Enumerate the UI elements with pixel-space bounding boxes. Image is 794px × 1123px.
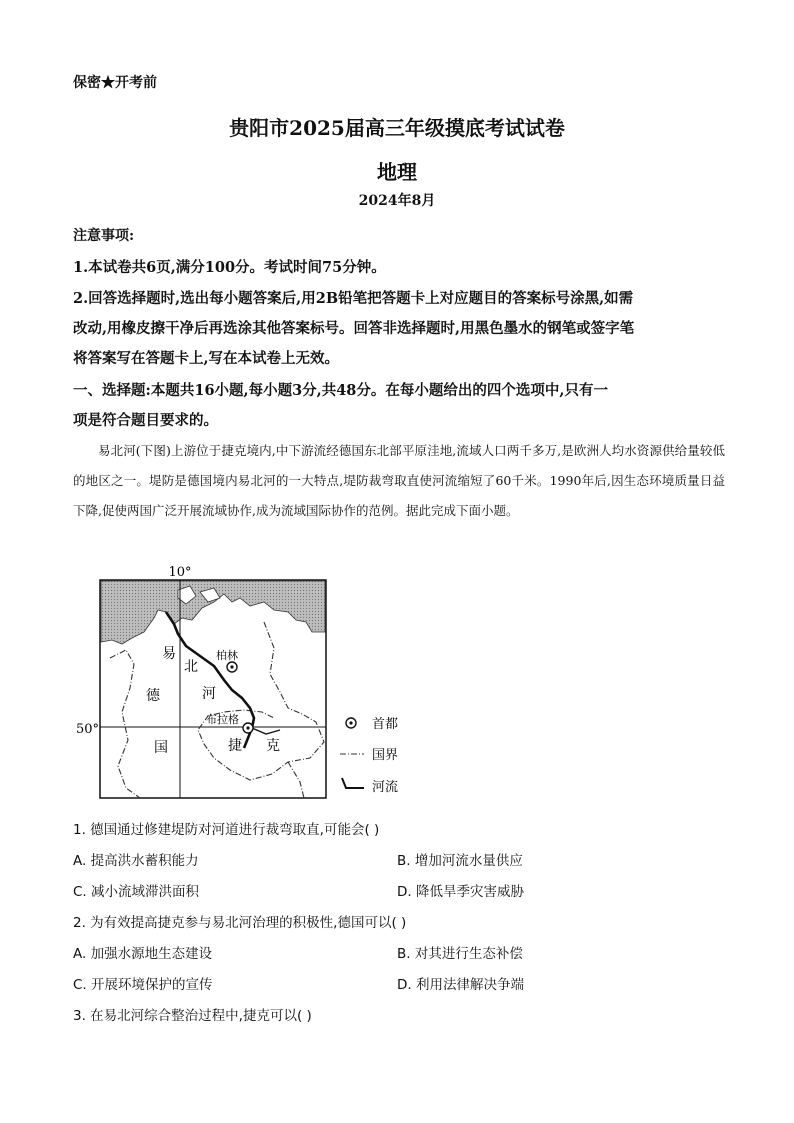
- question-2-stem: 2. 为有效提高捷克参与易北河治理的积极性,德国可以( ): [73, 915, 407, 931]
- reading-passage: 易北河(下图)上游位于捷克境内,中下游流经德国东北部平原洼地,流域人口两千多万,是欧洲人均水资源供给量较低的地区之一。堤防是德国境内易北河的一大特点,堤防裁弯取直使河流缩短了60千米。1990年后,因生态环境质量日益下降,促使两国广泛开展流域协作,成为流域国际协作的范例。据此完成下面小题。: [73, 443, 725, 518]
- label-yi: 易: [162, 646, 176, 662]
- question-2-option-b: B. 对其进行生态补偿: [397, 946, 523, 962]
- exam-title: 贵阳市2025届高三年级摸底考试试卷: [229, 116, 565, 140]
- question-2-option-c: C. 开展环境保护的宣传: [73, 977, 213, 993]
- notice-item-2-line-2: 改动,用橡皮擦干净后再选涂其他答案标号。回答非选择题时,用黑色墨水的钢笔或签字笔: [73, 320, 635, 337]
- capital-dot: [246, 726, 249, 729]
- confidential-note: 保密★开考前: [73, 75, 157, 91]
- label-de: 德: [146, 688, 160, 704]
- question-3-stem: 3. 在易北河综合整治过程中,捷克可以( ): [73, 1008, 312, 1024]
- label-jie: 捷: [228, 738, 242, 754]
- label-prague: 布拉格: [206, 713, 239, 726]
- question-1-stem: 1. 德国通过修建堤防对河道进行裁弯取直,可能会( ): [73, 822, 380, 838]
- section-heading-line-1: 一、选择题:本题共16小题,每小题3分,共48分。在每小题给出的四个选项中,只有一: [73, 382, 608, 399]
- question-1-option-c: C. 减小流域滞洪面积: [73, 884, 200, 900]
- notice-item-2-line-1: 2.回答选择题时,选出每小题答案后,用2B铅笔把答题卡上对应题目的答案标号涂黑,如需: [73, 290, 634, 307]
- map-svg: [74, 562, 434, 802]
- legend-capital-dot: [349, 721, 352, 724]
- question-2-option-d: D. 利用法律解决争端: [397, 977, 524, 993]
- notice-heading: 注意事项:: [73, 228, 135, 244]
- notice-item-1: 1.本试卷共6页,满分100分。考试时间75分钟。: [73, 259, 386, 276]
- longitude-label: 10°: [168, 565, 192, 580]
- latitude-label: 50°: [76, 722, 100, 737]
- question-1-option-b: B. 增加河流水量供应: [397, 853, 523, 869]
- label-guo: 国: [154, 740, 168, 756]
- capital-dot: [230, 665, 233, 668]
- elbe-river-map: [74, 562, 434, 802]
- question-1-option-a: A. 提高洪水蓄积能力: [73, 853, 199, 869]
- legend-river-label: 河流: [372, 780, 399, 795]
- label-bei: 北: [184, 659, 198, 675]
- label-berlin: 柏林: [216, 649, 238, 662]
- legend-river-icon: [342, 778, 364, 788]
- legend-border-label: 国界: [372, 748, 399, 763]
- notice-item-2-line-3: 将答案写在答题卡上,写在本试卷上无效。: [73, 350, 340, 367]
- exam-date: 2024年8月: [358, 193, 436, 209]
- subject-title: 地理: [377, 160, 417, 184]
- question-1-option-d: D. 降低旱季灾害威胁: [397, 884, 524, 900]
- question-2-option-a: A. 加强水源地生态建设: [73, 946, 213, 962]
- label-he: 河: [202, 686, 216, 702]
- section-heading-line-2: 项是符合题目要求的。: [73, 412, 218, 429]
- label-ke: 克: [266, 738, 280, 754]
- legend-capital-label: 首都: [372, 717, 399, 732]
